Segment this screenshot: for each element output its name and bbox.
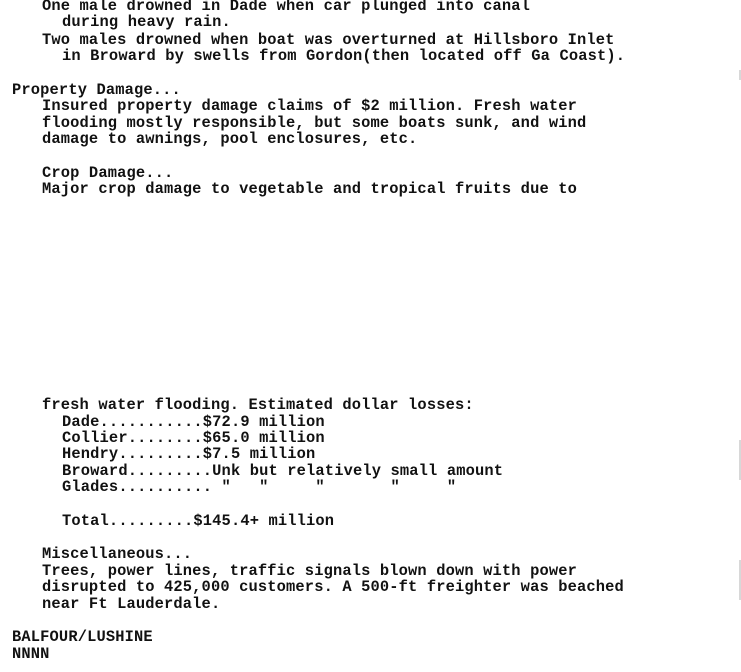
property-damage-heading: Property Damage... [12, 81, 181, 99]
end-marker: NNNN [12, 645, 50, 663]
casualty-text-line: in Broward by swells from Gordon(then located off Ga Coast). [62, 47, 626, 65]
miscellaneous-heading: Miscellaneous... [42, 545, 193, 563]
loss-row-dade: Dade...........$72.9 million [62, 413, 325, 431]
crop-damage-text-line: fresh water flooding. Estimated dollar losses: [42, 396, 474, 414]
miscellaneous-text-line: Trees, power lines, traffic signals blown down with power [42, 562, 577, 580]
property-damage-text-line: damage to awnings, pool enclosures, etc. [42, 130, 418, 148]
crop-damage-text-line: Major crop damage to vegetable and tropical fruits due to [42, 180, 577, 198]
loss-row-collier: Collier........$65.0 million [62, 429, 325, 447]
casualty-text-line: Two males drowned when boat was overturned at Hillsboro Inlet [42, 31, 615, 49]
loss-row-glades: Glades.......... " " " " " [62, 478, 457, 496]
casualty-text-line: One male drowned in Dade when car plunged into canal [42, 0, 531, 15]
loss-row-broward: Broward.........Unk but relatively small amount [62, 462, 504, 480]
loss-row-hendry: Hendry.........$7.5 million [62, 445, 316, 463]
casualty-text-line: during heavy rain. [62, 13, 231, 31]
miscellaneous-text-line: disrupted to 425,000 customers. A 500-ft freighter was beached [42, 578, 624, 596]
property-damage-text-line: flooding mostly responsible, but some boats sunk, and wind [42, 114, 587, 132]
property-damage-text-line: Insured property damage claims of $2 million. Fresh water [42, 97, 577, 115]
signature: BALFOUR/LUSHINE [12, 628, 153, 646]
miscellaneous-text-line: near Ft Lauderdale. [42, 595, 221, 613]
crop-damage-heading: Crop Damage... [42, 164, 174, 182]
loss-total: Total.........$145.4+ million [62, 512, 335, 530]
